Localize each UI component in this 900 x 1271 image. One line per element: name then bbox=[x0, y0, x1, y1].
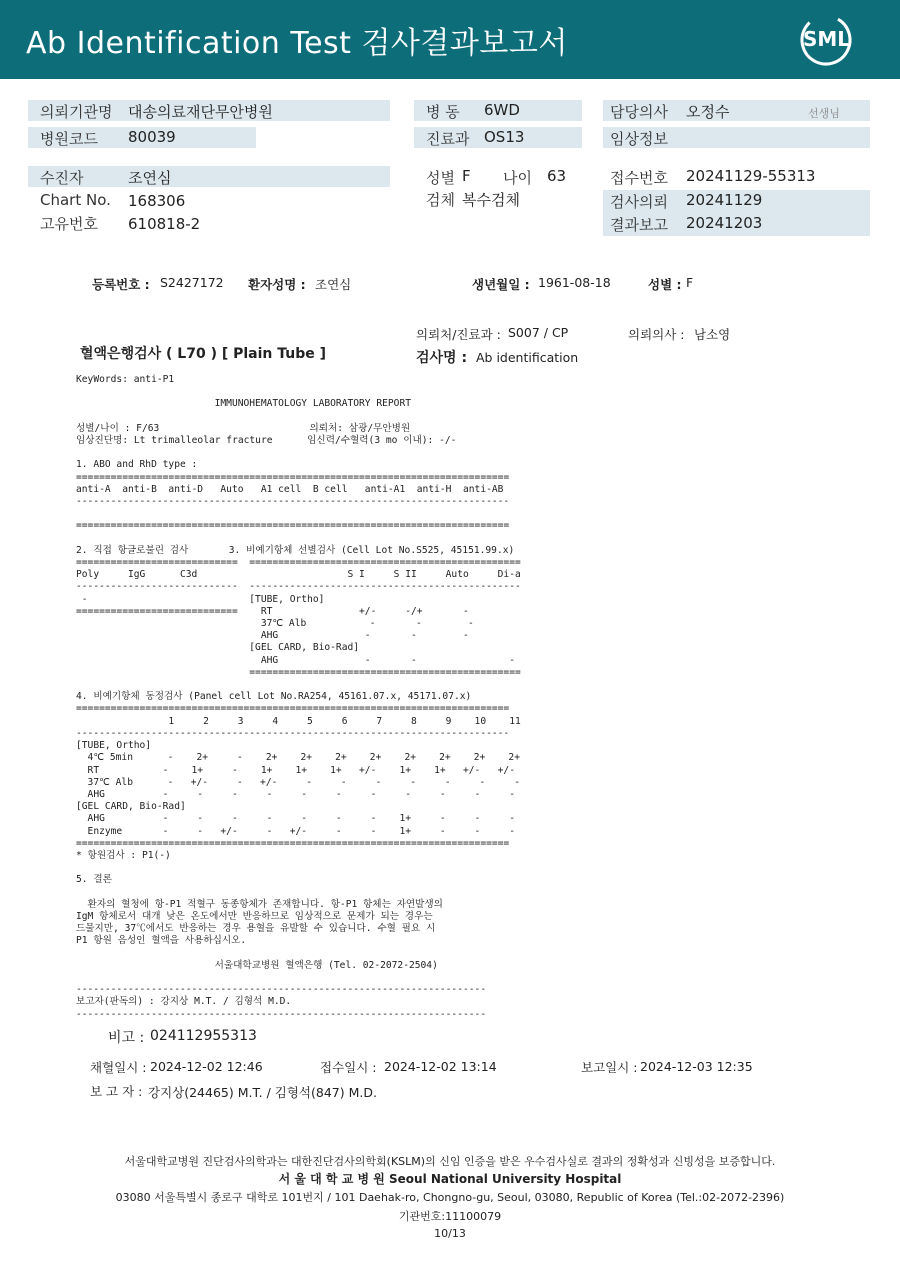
report-title: Ab Identification Test 검사결과보고서 bbox=[26, 26, 568, 61]
chart-label: Chart No. bbox=[40, 191, 111, 209]
req-doctor-value: 남소영 bbox=[694, 327, 731, 342]
footer-certification: 서울대학교병원 진단검사의학과는 대한진단검사의학회(KSLM)의 신임 인증을 받은 우수검사실로 결과의 정확성과 신빙성을 보증합니다. bbox=[124, 1155, 776, 1168]
ward-label: 병 동 bbox=[426, 103, 460, 121]
dept-label: 진료과 bbox=[426, 130, 470, 148]
reported-value: 2024-12-03 12:35 bbox=[640, 1059, 753, 1074]
request-value: 20241129 bbox=[686, 191, 763, 209]
reg-value: S2427172 bbox=[160, 275, 224, 290]
test-name-label: 검사명 : bbox=[416, 350, 468, 366]
requester-label: 의뢰처/진료과 : bbox=[416, 327, 501, 342]
footer-hospital-name: 서 울 대 학 교 병 원 Seoul National University Hospital bbox=[278, 1172, 622, 1186]
req-doctor-label: 의뢰의사 : bbox=[628, 327, 685, 342]
remark-label: 비고 : bbox=[108, 1030, 145, 1046]
footer-address: 03080 서울특별시 종로구 대학로 101번지 / 101 Daehak-ro, Chongno-gu, Seoul, 03080, Republic of Korea (Tel.:02-2072-2396) bbox=[115, 1191, 785, 1204]
dob-label: 생년월일 : bbox=[472, 277, 530, 292]
name-label: 환자성명 : bbox=[248, 277, 306, 292]
collected-value: 2024-12-02 12:46 bbox=[150, 1059, 263, 1074]
uid-value: 610818-2 bbox=[128, 215, 201, 233]
requester-value: S007 / CP bbox=[508, 325, 569, 340]
received-label: 접수일시 : bbox=[320, 1060, 377, 1075]
request-label: 검사의뢰 bbox=[610, 193, 668, 211]
receipt-value: 20241129-55313 bbox=[686, 167, 816, 185]
lab-report-text: KeyWords: anti-P1 IMMUNOHEMATOLOGY LABORATORY REPORT 성별/나이 : F/63 의뢰처: 삼광/무안병원 임상진단명: Lt trimalleolar fracture 임신력/수혈력(3 mo 이내): -/- 1. ABO and RhD type : =========================================================================== anti-A anti-B anti-D Auto A1 cell B cell anti-A1 anti-H anti-AB --------------------------------------------------------------------------- =========================================================================== 2. 직접 항글로불린 검사 3. 비예기항체 선별검사 (Cell Lot No.S525, 45151.99.x) ============================ =============================================== Poly IgG C3d S I S II Auto Di-a ---------------------------- ----------------------------------------------- - [TUBE, Ortho] ============================ RT +/- -/+ - 37℃ Alb - - - AHG - - - [GEL CARD, Bio-Rad] AHG - - - =============================================== 4. 비예기항체 동정검사 (Panel cell Lot No.RA254, 45161.07.x, 45171.07.x) =========================================================================== 1 2 3 4 5 6 7 8 9 10 11 --------------------------------------------------------------------------- [TUBE, Ortho] 4℃ 5min - 2+ - 2+ 2+ 2+ 2+ 2+ 2+ 2+ 2+ RT - 1+ - 1+ 1+ 1+ +/- 1+ 1+ +/- +/- 37℃ Alb - +/- - +/- - - - - - - - AHG - - - - - - - - - - - [GEL CARD, Bio-Rad] AHG - - - - - - - 1+ - - - Enzyme - - +/- - +/- - - 1+ - - - =========================================================================== * 항원검사 : P1(-) 5. 결론 환자의 혈청에 항-P1 적혈구 동종항체가 존재합니다. 항-P1 항체는 자연발생의 IgM 항체로서 대개 낮은 온도에서만 반응하므로 임상적으로 문제가 되는 경우는 드물지만, 37℃에서도 반응하는 경우 용혈을 유발할 수 있습니다. 수혈 필요 시 P1 항원 음성인 혈액을 사용하십시오. 서울대학교병원 혈액은행 (Tel. 02-2072-2504) ----------------------------------------------------------------------- 보고자(판독의) : 강지상 M.T. / 김형석 M.D. ----------------------------------------------------------------------- bbox=[76, 374, 521, 1020]
dob-value: 1961-08-18 bbox=[538, 275, 611, 290]
patient-label: 수진자 bbox=[40, 169, 84, 187]
report-value: 20241203 bbox=[686, 214, 763, 232]
institution-value: 대송의료재단무안병원 bbox=[128, 103, 273, 121]
test-name-value: Ab identification bbox=[476, 350, 579, 365]
institution-label: 의뢰기관명 bbox=[40, 103, 113, 121]
test-group: 혈액은행검사 ( L70 ) [ Plain Tube ] bbox=[80, 346, 327, 362]
chart-value: 168306 bbox=[128, 192, 186, 210]
reg-sex-value: F bbox=[686, 275, 694, 290]
reg-label: 등록번호 : bbox=[92, 277, 150, 292]
sex-label: 성별 bbox=[426, 169, 455, 187]
doctor-suffix: 선생님 bbox=[808, 107, 840, 120]
clinical-label: 임상정보 bbox=[610, 130, 668, 148]
logo-text: SML bbox=[803, 27, 851, 51]
uid-label: 고유번호 bbox=[40, 215, 98, 233]
specimen-label: 검체 bbox=[426, 191, 455, 209]
footer-institution-number: 기관번호:11100079 bbox=[398, 1210, 502, 1223]
sex-value: F bbox=[462, 167, 471, 185]
receipt-label: 접수번호 bbox=[610, 169, 668, 187]
ward-value: 6WD bbox=[484, 101, 520, 119]
reporter-value: 강지상(24465) M.T. / 김형석(847) M.D. bbox=[148, 1085, 377, 1100]
doctor-label: 담당의사 bbox=[610, 103, 668, 121]
received-value: 2024-12-02 13:14 bbox=[384, 1059, 497, 1074]
remark-value: 024112955313 bbox=[150, 1028, 257, 1044]
doctor-value: 오정수 bbox=[686, 103, 730, 121]
report-label: 결과보고 bbox=[610, 216, 668, 234]
patient-value: 조연심 bbox=[128, 169, 172, 187]
age-value: 63 bbox=[547, 167, 567, 185]
specimen-value: 복수검체 bbox=[462, 191, 520, 209]
hospital-code-value: 80039 bbox=[128, 128, 176, 146]
report-header bbox=[0, 0, 900, 79]
reported-label: 보고일시 : bbox=[581, 1060, 638, 1075]
name-value: 조연심 bbox=[315, 277, 352, 292]
collected-label: 채혈일시 : bbox=[90, 1060, 147, 1075]
age-label: 나이 bbox=[503, 169, 532, 187]
dept-value: OS13 bbox=[484, 128, 525, 146]
reg-sex-label: 성별 : bbox=[648, 277, 682, 292]
hospital-code-label: 병원코드 bbox=[40, 130, 98, 148]
reporter-label: 보 고 자 : bbox=[90, 1084, 143, 1099]
page-number: 10/13 bbox=[434, 1227, 466, 1240]
